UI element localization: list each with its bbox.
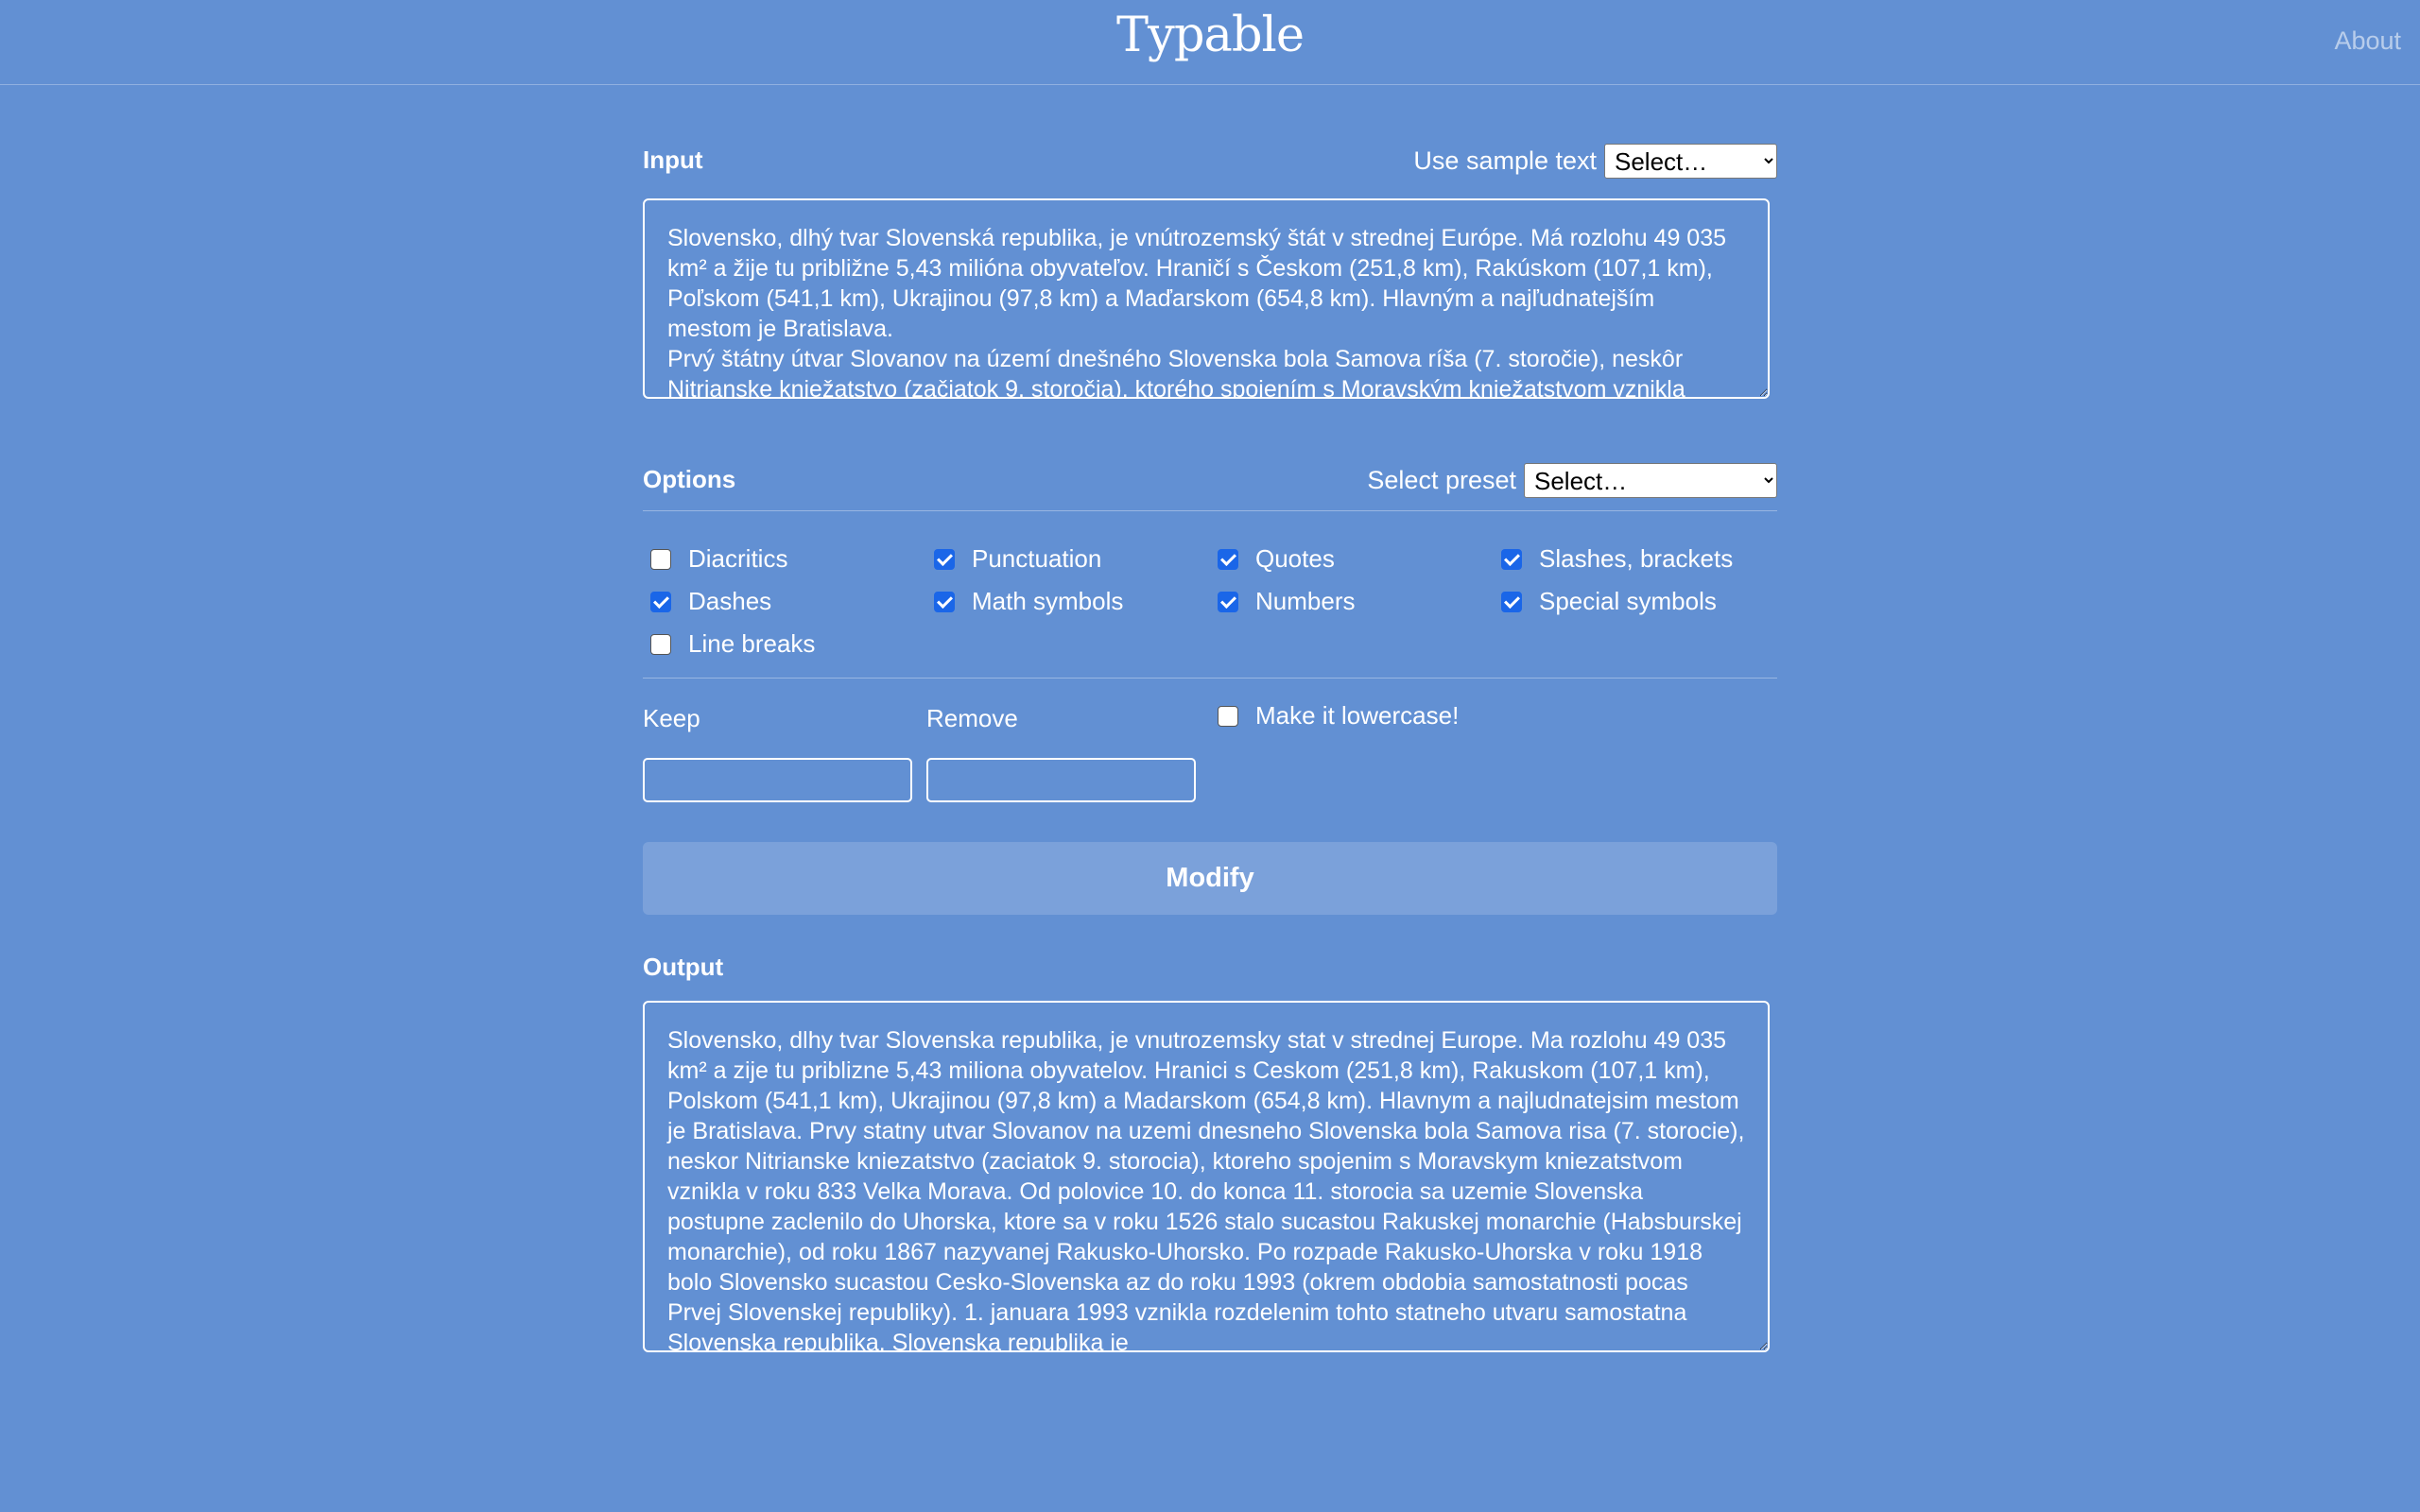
top-bar [0, 0, 2420, 85]
remove-label: Remove [926, 704, 1018, 732]
modify-button[interactable]: Modify [643, 842, 1777, 915]
main-panel [643, 85, 1777, 981]
punctuation-checkbox[interactable] [934, 549, 955, 570]
math-symbols-label: Math symbols [972, 587, 1124, 615]
dashes-label: Dashes [688, 587, 772, 615]
lowercase-checkbox[interactable] [1218, 706, 1238, 727]
option-math-symbols[interactable] [934, 587, 1123, 616]
slashes-brackets-label: Slashes, brackets [1539, 544, 1734, 573]
diacritics-checkbox[interactable] [650, 549, 671, 570]
preset-label: Select preset [1367, 466, 1516, 494]
lowercase-label: Make it lowercase! [1255, 701, 1460, 730]
preset-group [1367, 463, 1777, 498]
numbers-checkbox[interactable] [1218, 592, 1238, 612]
punctuation-label: Punctuation [972, 544, 1102, 573]
option-quotes[interactable] [1218, 544, 1335, 574]
option-punctuation[interactable] [934, 544, 1101, 574]
slashes-brackets-checkbox[interactable] [1501, 549, 1522, 570]
option-diacritics[interactable] [650, 544, 787, 574]
options-divider-bottom [643, 678, 1777, 679]
options-header [643, 457, 1777, 505]
line-breaks-checkbox[interactable] [650, 634, 671, 655]
preset-select[interactable] [1524, 463, 1777, 498]
quotes-label: Quotes [1255, 544, 1335, 573]
option-special-symbols[interactable] [1501, 587, 1717, 616]
sample-text-label: Use sample text [1413, 146, 1597, 175]
dashes-checkbox[interactable] [650, 592, 671, 612]
keep-input[interactable] [643, 758, 912, 802]
option-dashes[interactable] [650, 587, 771, 616]
about-link[interactable]: About [2334, 26, 2401, 55]
numbers-label: Numbers [1255, 587, 1356, 615]
sample-text-select[interactable] [1604, 144, 1777, 179]
options-title: Options [643, 465, 736, 493]
output-textarea[interactable] [643, 1001, 1770, 1352]
remove-input[interactable] [926, 758, 1196, 802]
options-divider-top [643, 510, 1777, 511]
special-symbols-label: Special symbols [1539, 587, 1717, 615]
keep-label: Keep [643, 704, 700, 732]
option-lowercase[interactable] [1218, 701, 1459, 730]
input-header [643, 85, 1777, 175]
quotes-checkbox[interactable] [1218, 549, 1238, 570]
input-textarea[interactable] [643, 198, 1770, 399]
output-title: Output [643, 953, 724, 981]
line-breaks-label: Line breaks [688, 629, 816, 658]
diacritics-label: Diacritics [688, 544, 788, 573]
option-slashes-brackets[interactable] [1501, 544, 1733, 574]
app-logo[interactable]: Typable [1115, 8, 1305, 63]
special-symbols-checkbox[interactable] [1501, 592, 1522, 612]
input-title: Input [643, 146, 703, 174]
math-symbols-checkbox[interactable] [934, 592, 955, 612]
option-line-breaks[interactable] [650, 629, 815, 659]
option-numbers[interactable] [1218, 587, 1355, 616]
sample-text-group [1413, 144, 1777, 179]
